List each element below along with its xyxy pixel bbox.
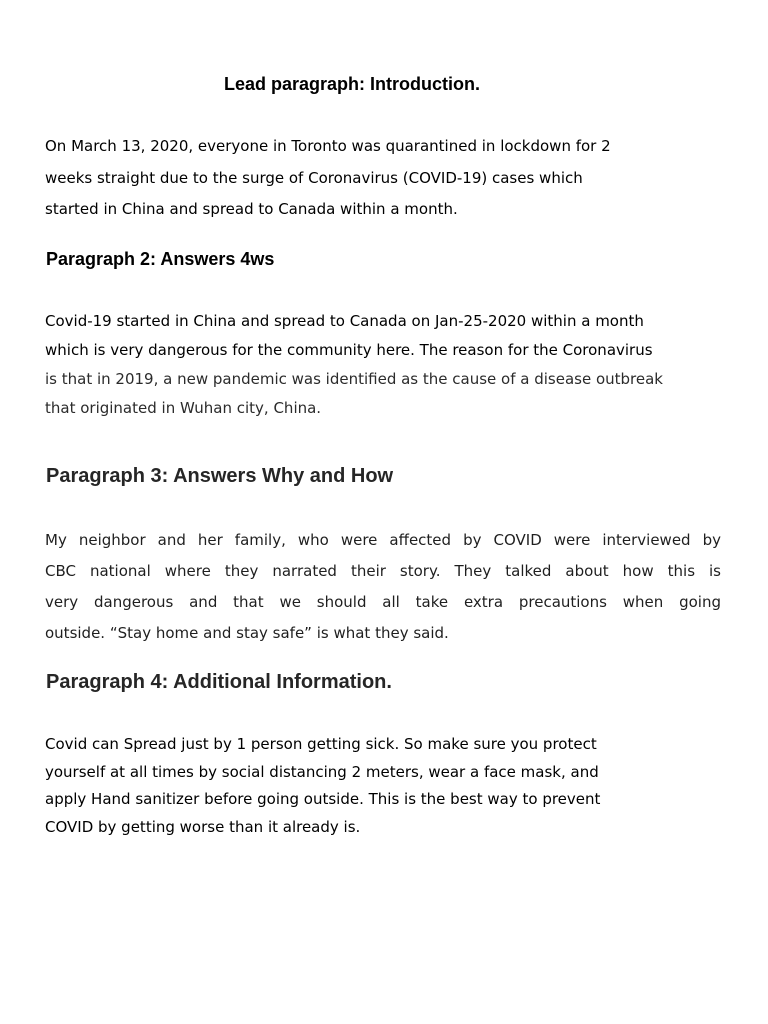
paragraph-3 bbox=[45, 525, 721, 649]
paragraph-4-line: COVID by getting worse than it already is. bbox=[45, 817, 361, 836]
paragraph-2-heading: Paragraph 2: Answers 4ws bbox=[46, 249, 275, 269]
paragraph-4 bbox=[45, 731, 600, 841]
paragraph-4-line: yourself at all times by social distancing 2 meters, wear a face mask, and bbox=[45, 762, 599, 781]
paragraph-3-line: very dangerous and that we should all take extra precautions when going bbox=[45, 593, 721, 611]
lead-paragraph-heading: Lead paragraph: Introduction. bbox=[224, 74, 481, 94]
lead-paragraph bbox=[45, 131, 611, 226]
lead-paragraph-line: On March 13, 2020, everyone in Toronto was quarantined in lockdown for 2 bbox=[45, 137, 611, 155]
paragraph-4-line: apply Hand sanitizer before going outside. This is the best way to prevent bbox=[45, 790, 601, 808]
paragraph-4-line: Covid can Spread just by 1 person getting sick. So make sure you protect bbox=[45, 735, 597, 753]
lead-paragraph-line: started in China and spread to Canada within a month. bbox=[45, 200, 458, 218]
paragraph-2 bbox=[45, 307, 663, 423]
paragraph-4-heading: Paragraph 4: Additional Information. bbox=[46, 671, 392, 693]
paragraph-2-line: Covid-19 started in China and spread to Canada on Jan-25-2020 within a month bbox=[45, 312, 644, 330]
paragraph-3-line: My neighbor and her family, who were affected by COVID were interviewed by bbox=[45, 531, 721, 549]
paragraph-3-line: outside. “Stay home and stay safe” is what they said. bbox=[45, 624, 449, 642]
paragraph-3-line: CBC national where they narrated their story. They talked about how this is bbox=[45, 562, 721, 580]
paragraph-2-line: is that in 2019, a new pandemic was identified as the cause of a disease outbreak bbox=[45, 370, 663, 388]
paragraph-3-heading: Paragraph 3: Answers Why and How bbox=[46, 465, 394, 487]
paragraph-2-line: that originated in Wuhan city, China. bbox=[45, 399, 322, 417]
paragraph-2-line: which is very dangerous for the community here. The reason for the Coronavirus bbox=[45, 341, 653, 359]
lead-paragraph-line: weeks straight due to the surge of Coronavirus (COVID-19) cases which bbox=[45, 168, 583, 187]
